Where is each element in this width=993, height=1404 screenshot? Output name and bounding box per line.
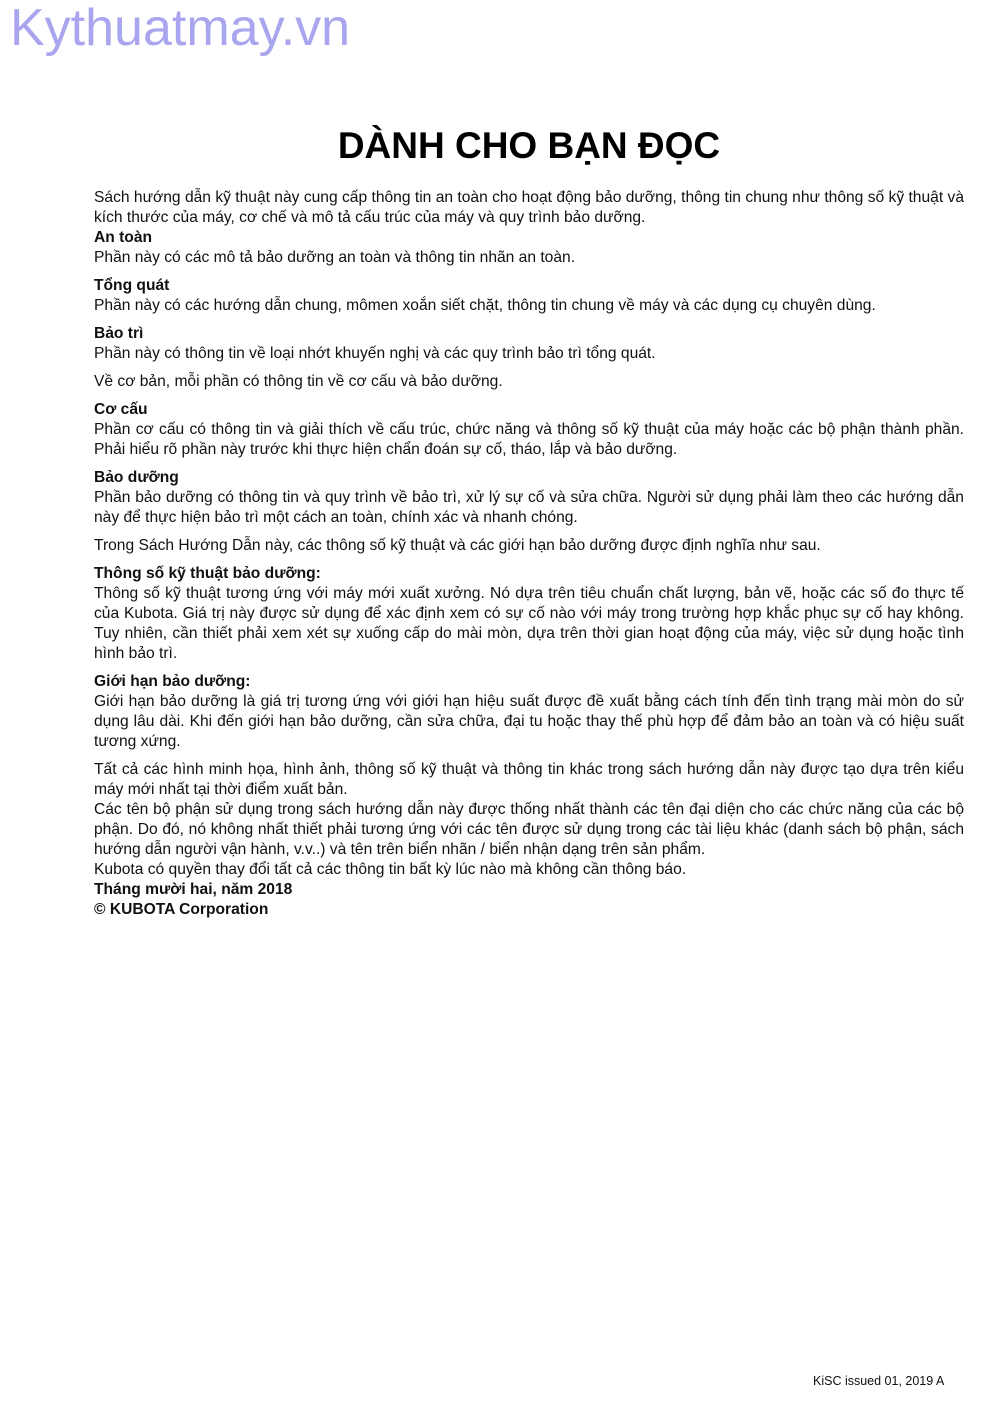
section-text-maintenance: Phần này có thông tin về loại nhớt khuyến nghị và các quy trình bảo trì tổng quát.: [94, 345, 656, 362]
section-text-general: Phần này có các hướng dẫn chung, mômen xoắn siết chặt, thông tin chung về máy và các dụng cụ chuyên dùng.: [94, 297, 876, 314]
basic-note: Về cơ bản, mỗi phần có thông tin về cơ cấu và bảo dưỡng.: [94, 373, 503, 390]
section-text-limit: Giới hạn bảo dưỡng là giá trị tương ứng với giới hạn hiệu suất được đề xuất bằng cách tính đến tình trạng mài mòn do sử dụng lâu dài. Khi đến giới hạn bảo dưỡng, cần sửa chữa, đại tu hoặc thay thế phù hợp để đảm bảo an toàn và có hiệu suất tương xứng.: [94, 693, 964, 750]
closing-paragraph-1: Tất cả các hình minh họa, hình ảnh, thông số kỹ thuật và thông tin khác trong sách hướng dẫn này được tạo dựa trên kiểu máy mới nhất tại thời điểm xuất bản.: [94, 761, 964, 798]
section-text-safety: Phần này có các mô tả bảo dưỡng an toàn và thông tin nhãn an toàn.: [94, 249, 576, 266]
section-text-servicing: Phần bảo dưỡng có thông tin và quy trình về bảo trì, xử lý sự cố và sửa chữa. Người sử dụng phải làm theo các hướng dẫn này để thực hiện bảo trì một cách an toàn, chính xác và nhanh chóng.: [94, 489, 964, 526]
copyright-notice: © KUBOTA Corporation: [94, 901, 269, 918]
section-heading-maintenance: Bảo trì: [94, 325, 144, 342]
section-text-spec: Thông số kỹ thuật tương ứng với máy mới xuất xưởng. Nó dựa trên tiêu chuẩn chất lượng, bản vẽ, hoặc các số đo thực tế của Kubota. Giá trị này được sử dụng để xác định xem có sự cố nào với máy trong trường hợp khắc phục sự cố hay không. Tuy nhiên, cần thiết phải xem xét sự xuống cấp do mài mòn, dựa trên thời gian hoạt động của máy, việc sử dụng hoặc tình hình bảo trì.: [94, 585, 964, 662]
intro-paragraph: Sách hướng dẫn kỹ thuật này cung cấp thông tin an toàn cho hoạt động bảo dưỡng, thông tin chung như thông số kỹ thuật và kích thước của máy, cơ chế và mô tả cấu trúc của máy và quy trình bảo dưỡng.: [94, 189, 964, 226]
footer-issue-code: KiSC issued 01, 2019 A: [813, 1374, 945, 1388]
section-heading-mechanism: Cơ cấu: [94, 401, 148, 418]
section-heading-spec: Thông số kỹ thuật bảo dưỡng:: [94, 565, 321, 582]
page-title: DÀNH CHO BẠN ĐỌC: [337, 125, 721, 166]
publication-date: Tháng mười hai, năm 2018: [94, 881, 293, 898]
section-heading-limit: Giới hạn bảo dưỡng:: [94, 673, 251, 690]
closing-paragraph-3: Kubota có quyền thay đổi tất cả các thông tin bất kỳ lúc nào mà không cần thông báo.: [94, 861, 687, 878]
section-heading-servicing: Bảo dưỡng: [94, 469, 179, 486]
section-text-mechanism: Phần cơ cấu có thông tin và giải thích về cấu trúc, chức năng và thông số kỹ thuật của máy hoặc các bộ phận thành phần. Phải hiểu rõ phần này trước khi thực hiện chẩn đoán sự cố, tháo, lắp và bảo dưỡng.: [94, 421, 964, 458]
section-heading-general: Tổng quát: [94, 277, 170, 294]
definitions-note: Trong Sách Hướng Dẫn này, các thông số kỹ thuật và các giới hạn bảo dưỡng được định nghĩa như sau.: [94, 537, 821, 554]
document-body: [94, 188, 964, 920]
section-heading-safety: An toàn: [94, 229, 153, 246]
closing-paragraph-2: Các tên bộ phận sử dụng trong sách hướng dẫn này được thống nhất thành các tên đại diện cho các chức năng của các bộ phận. Do đó, nó không nhất thiết phải tương ứng với các tên được sử dụng trong các tài liệu khác (danh sách bộ phận, sách hướng dẫn người vận hành, v.v..) và tên trên biển nhãn / biển nhận dạng trên sản phẩm.: [94, 801, 964, 858]
watermark-logo: Kythuatmay.vn: [10, 0, 351, 57]
